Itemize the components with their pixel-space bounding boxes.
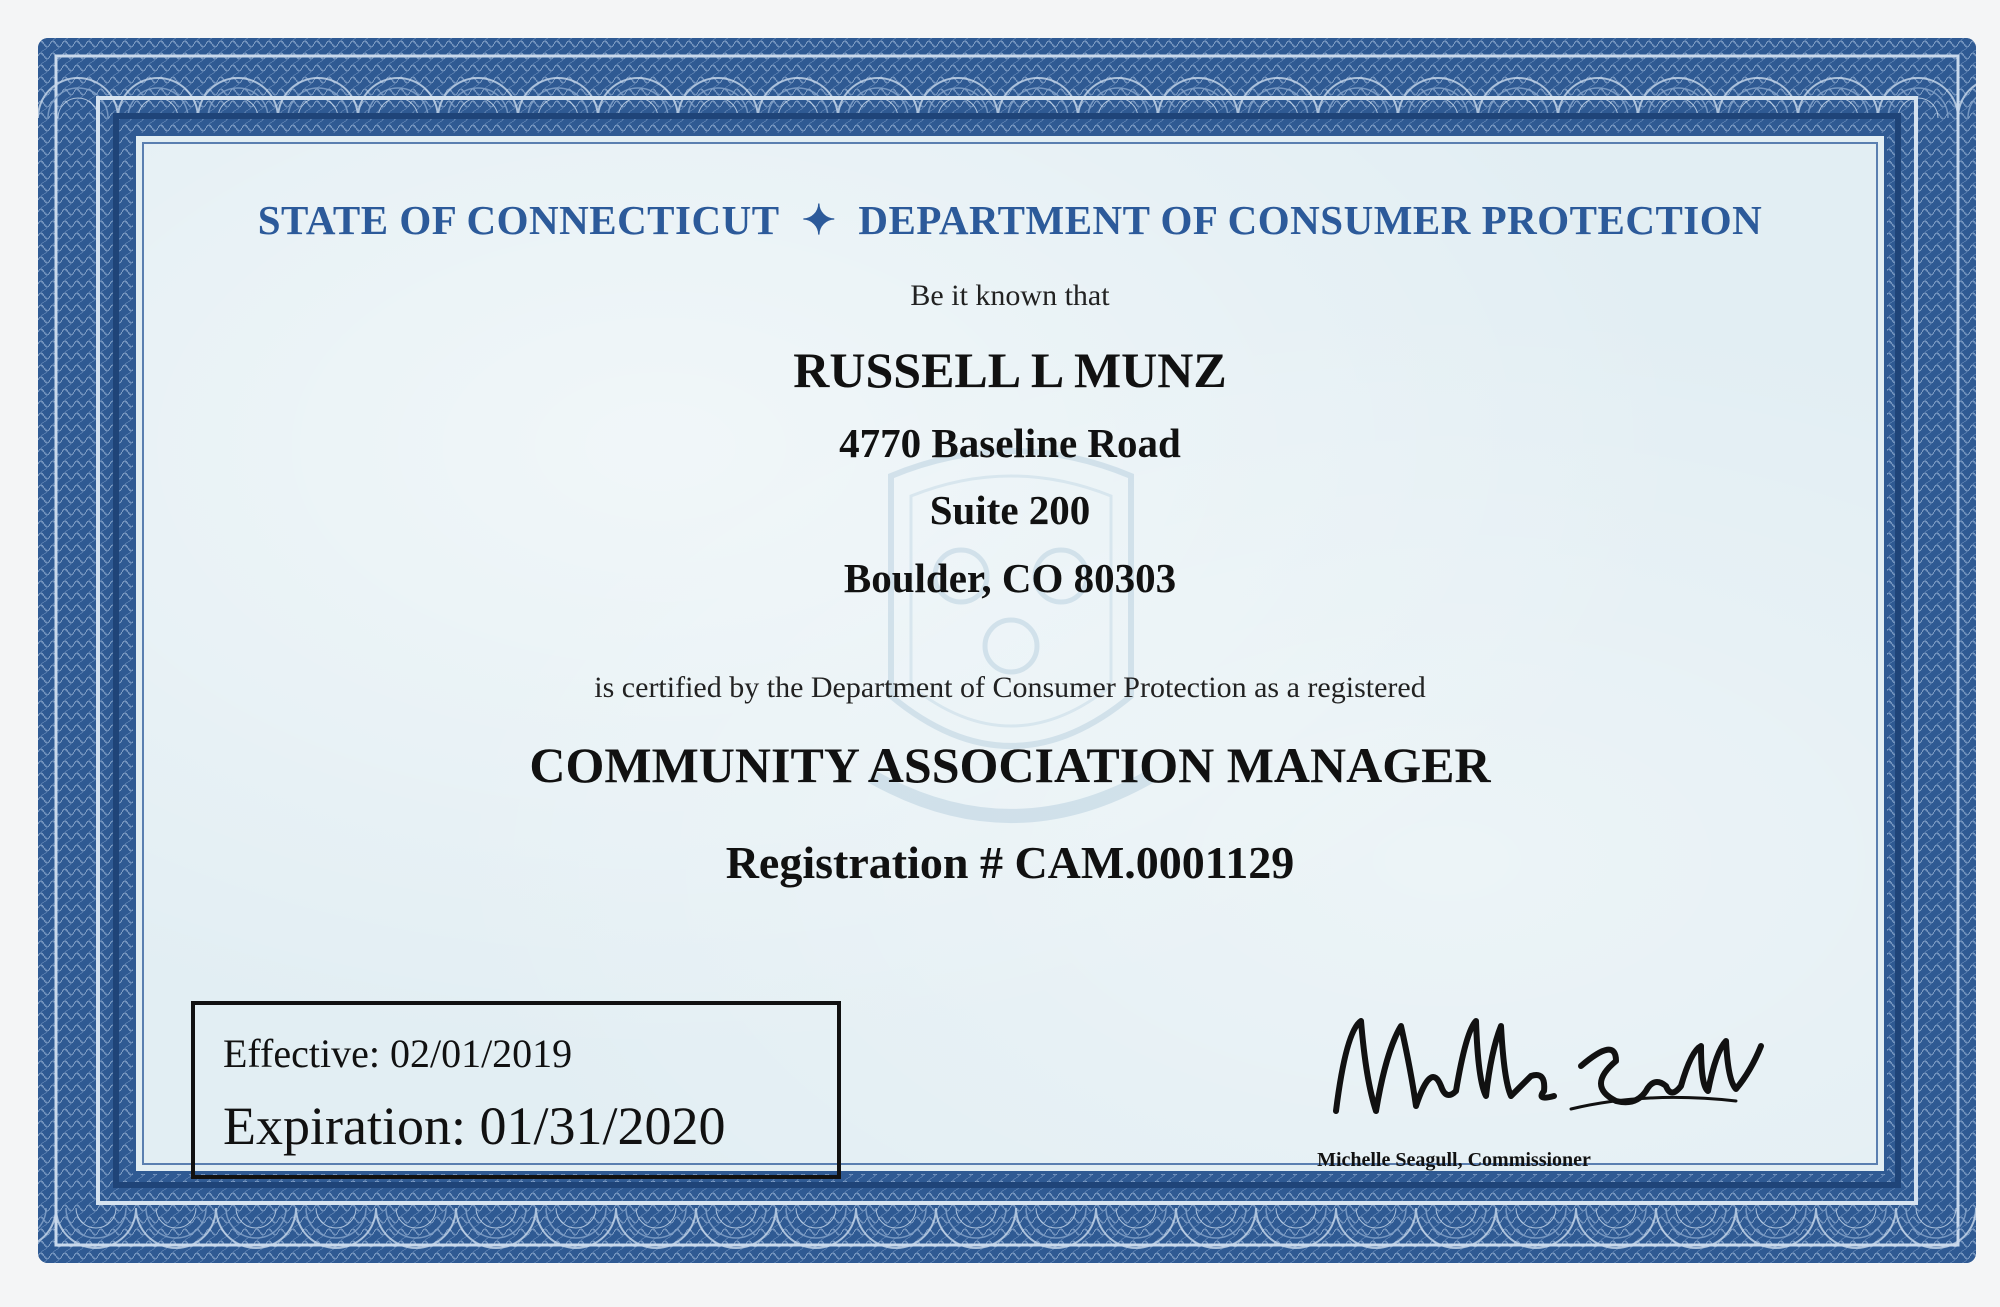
- address-line-3: Boulder, CO 80303: [843, 555, 1177, 601]
- address-line-1: 4770 Baseline Road: [839, 420, 1181, 466]
- expiration-label: Expiration:: [223, 1096, 466, 1156]
- certified-statement: is certified by the Department of Consumer Protection as a registered: [594, 671, 1426, 704]
- date-box: [191, 1001, 841, 1179]
- certificate-header: [136, 196, 1884, 244]
- header-state: STATE OF CONNECTICUT: [257, 197, 780, 243]
- effective-label: Effective:: [223, 1031, 380, 1076]
- certificate-body: [133, 133, 1887, 1174]
- expiration-date: 01/31/2020: [479, 1096, 726, 1156]
- effective-date: 02/01/2019: [389, 1031, 573, 1076]
- signer-caption: Michelle Seagull, Commissioner: [1317, 1149, 1591, 1171]
- registration-line: [136, 836, 1884, 889]
- intro-text: Be it known that: [910, 279, 1110, 312]
- registration-title: COMMUNITY ASSOCIATION MANAGER: [529, 737, 1491, 793]
- registration-number: CAM.0001129: [1014, 837, 1295, 888]
- address-line-2: Suite 200: [929, 487, 1091, 533]
- star-diamond-icon: ✦: [801, 197, 837, 243]
- certificate: [38, 38, 1976, 1263]
- effective-row: [223, 1030, 572, 1077]
- signature-mark: [1316, 991, 1776, 1141]
- header-department: DEPARTMENT OF CONSUMER PROTECTION: [858, 197, 1763, 243]
- registration-label: Registration #: [725, 837, 1003, 888]
- expiration-row: [223, 1095, 725, 1157]
- holder-name: RUSSELL L MUNZ: [793, 342, 1227, 398]
